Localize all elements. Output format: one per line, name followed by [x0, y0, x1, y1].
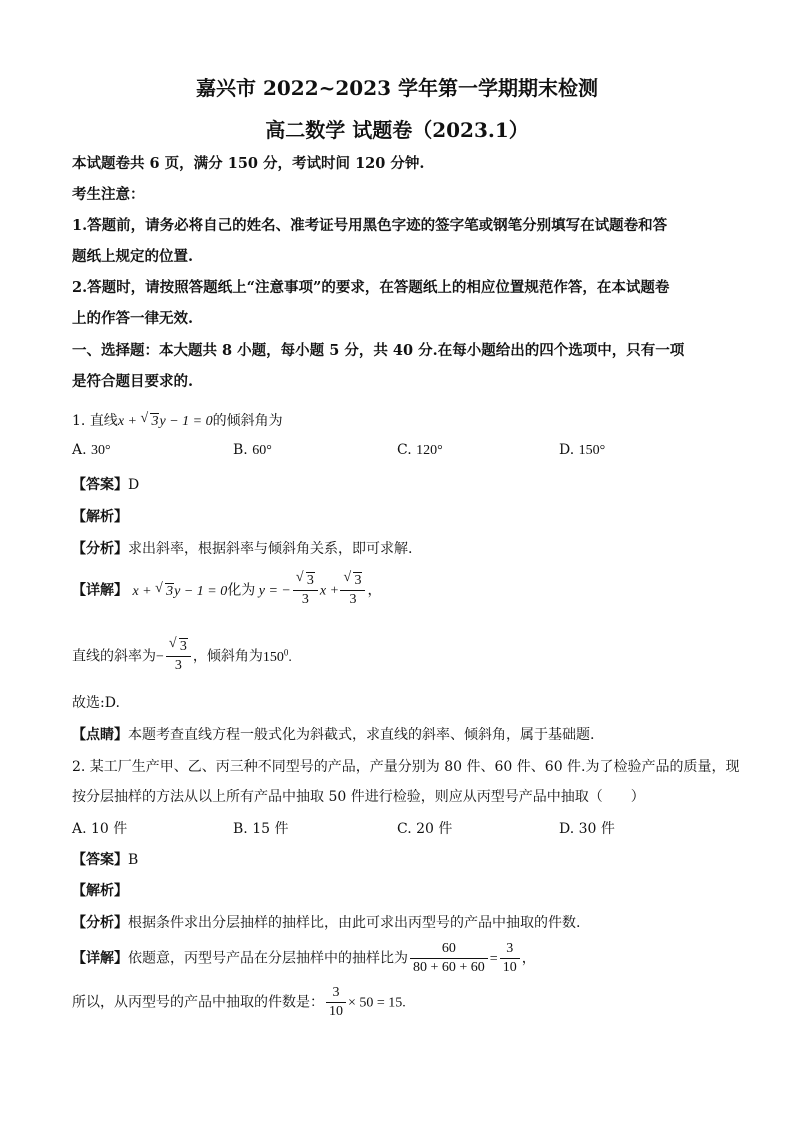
q2-analysis-label: 【解析】: [72, 883, 128, 899]
q2-answer: 【答案】B: [72, 852, 139, 868]
q1-option-d: D. 150°: [559, 442, 606, 458]
q2-option-a: A. 10 件: [72, 821, 128, 837]
page-subtitle: 高二数学 试题卷（2023.1）: [265, 118, 529, 142]
q1-analysis-label: 【解析】: [72, 509, 128, 525]
section-1-line-2: 是符合题目要求的.: [72, 373, 194, 390]
page-title: 嘉兴市 2022~2023 学年第一学期期末检测: [195, 76, 598, 100]
question-1-number: 1.: [72, 413, 86, 429]
question-2-stem-line-2: 按分层抽样的方法从以上所有产品中抽取 50 件进行检验，则应从丙型号产品中抽取（ ）: [72, 789, 645, 805]
question-1-stem-prefix: 直线: [89, 413, 118, 429]
q1-option-b: B. 60°: [233, 442, 272, 458]
q1-comment: 【点睛】本题考查直线方程一般式化为斜截式，求直线的斜率、倾斜角，属于基础题.: [72, 727, 595, 743]
rule-2-line-2: 上的作答一律无效.: [72, 310, 194, 327]
question-2-stem-line-1: 2. 某工厂生产甲、乙、丙三种不同型号的产品，产量分别为 80 件、60 件、60 件.为了检验产品的质量，现: [72, 759, 740, 775]
q1-answer: 【答案】D: [72, 477, 140, 493]
question-1-stem: [72, 410, 283, 430]
q1-slope: 直线的斜率为− √ 3 3 ，倾斜角为$150^0$.: [72, 636, 292, 673]
rule-1-line-2: 题纸上规定的位置.: [72, 248, 194, 265]
q1-option-a: A. 30°: [72, 442, 111, 458]
q2-final: 所以，从丙型号的产品中抽取的件数是： $\frac{3}{10}$ × 50 = 15.: [72, 985, 406, 1019]
q2-fenxi: 【分析】根据条件求出分层抽样的抽样比，由此可求出丙型号的产品中抽取的件数.: [72, 915, 581, 931]
notice-heading: 考生注意：: [72, 186, 145, 203]
q2-option-b: B. 15 件: [233, 821, 289, 837]
rule-2-line-1: 2.答题时，请按照答题纸上“注意事项”的要求，在答题纸上的相应位置规范作答，在本试题卷: [72, 279, 670, 296]
line-equation: x + √ 3y − 1 = 0: [117, 411, 213, 429]
rule-1-line-1: 1.答题前，请务必将自己的姓名、准考证号用黑色字迹的签字笔或钢笔分别填写在试题卷和答: [72, 217, 668, 234]
q1-conclusion: 故选:D.: [72, 695, 120, 711]
section-1-line-1: 一、选择题：本大题共 8 小题，每小题 5 分，共 40 分.在每小题给出的四个选项中，只有一项: [72, 342, 685, 359]
q1-fenxi: 【分析】求出斜率，根据斜率与倾斜角关系，即可求解.: [72, 541, 413, 557]
q1-detail: 【详解】 x + √ 3y − 1 = 0化为 y = − √ 3 3 x + √ 3 3 ，: [72, 570, 382, 607]
q2-option-c: C. 20 件: [397, 821, 453, 837]
exam-info: 本试题卷共 6 页，满分 150 分，考试时间 120 分钟.: [72, 155, 425, 172]
question-1-stem-suffix: 的倾斜角为: [212, 413, 283, 429]
q2-option-d: D. 30 件: [559, 821, 615, 837]
q1-option-c: C. 120°: [397, 442, 443, 458]
q2-detail: 【详解】依题意，丙型号产品在分层抽样中的抽样比为 $\frac{60}{80 + 60 + 60}$ = $\frac{3}{10}$ ，: [72, 941, 536, 975]
